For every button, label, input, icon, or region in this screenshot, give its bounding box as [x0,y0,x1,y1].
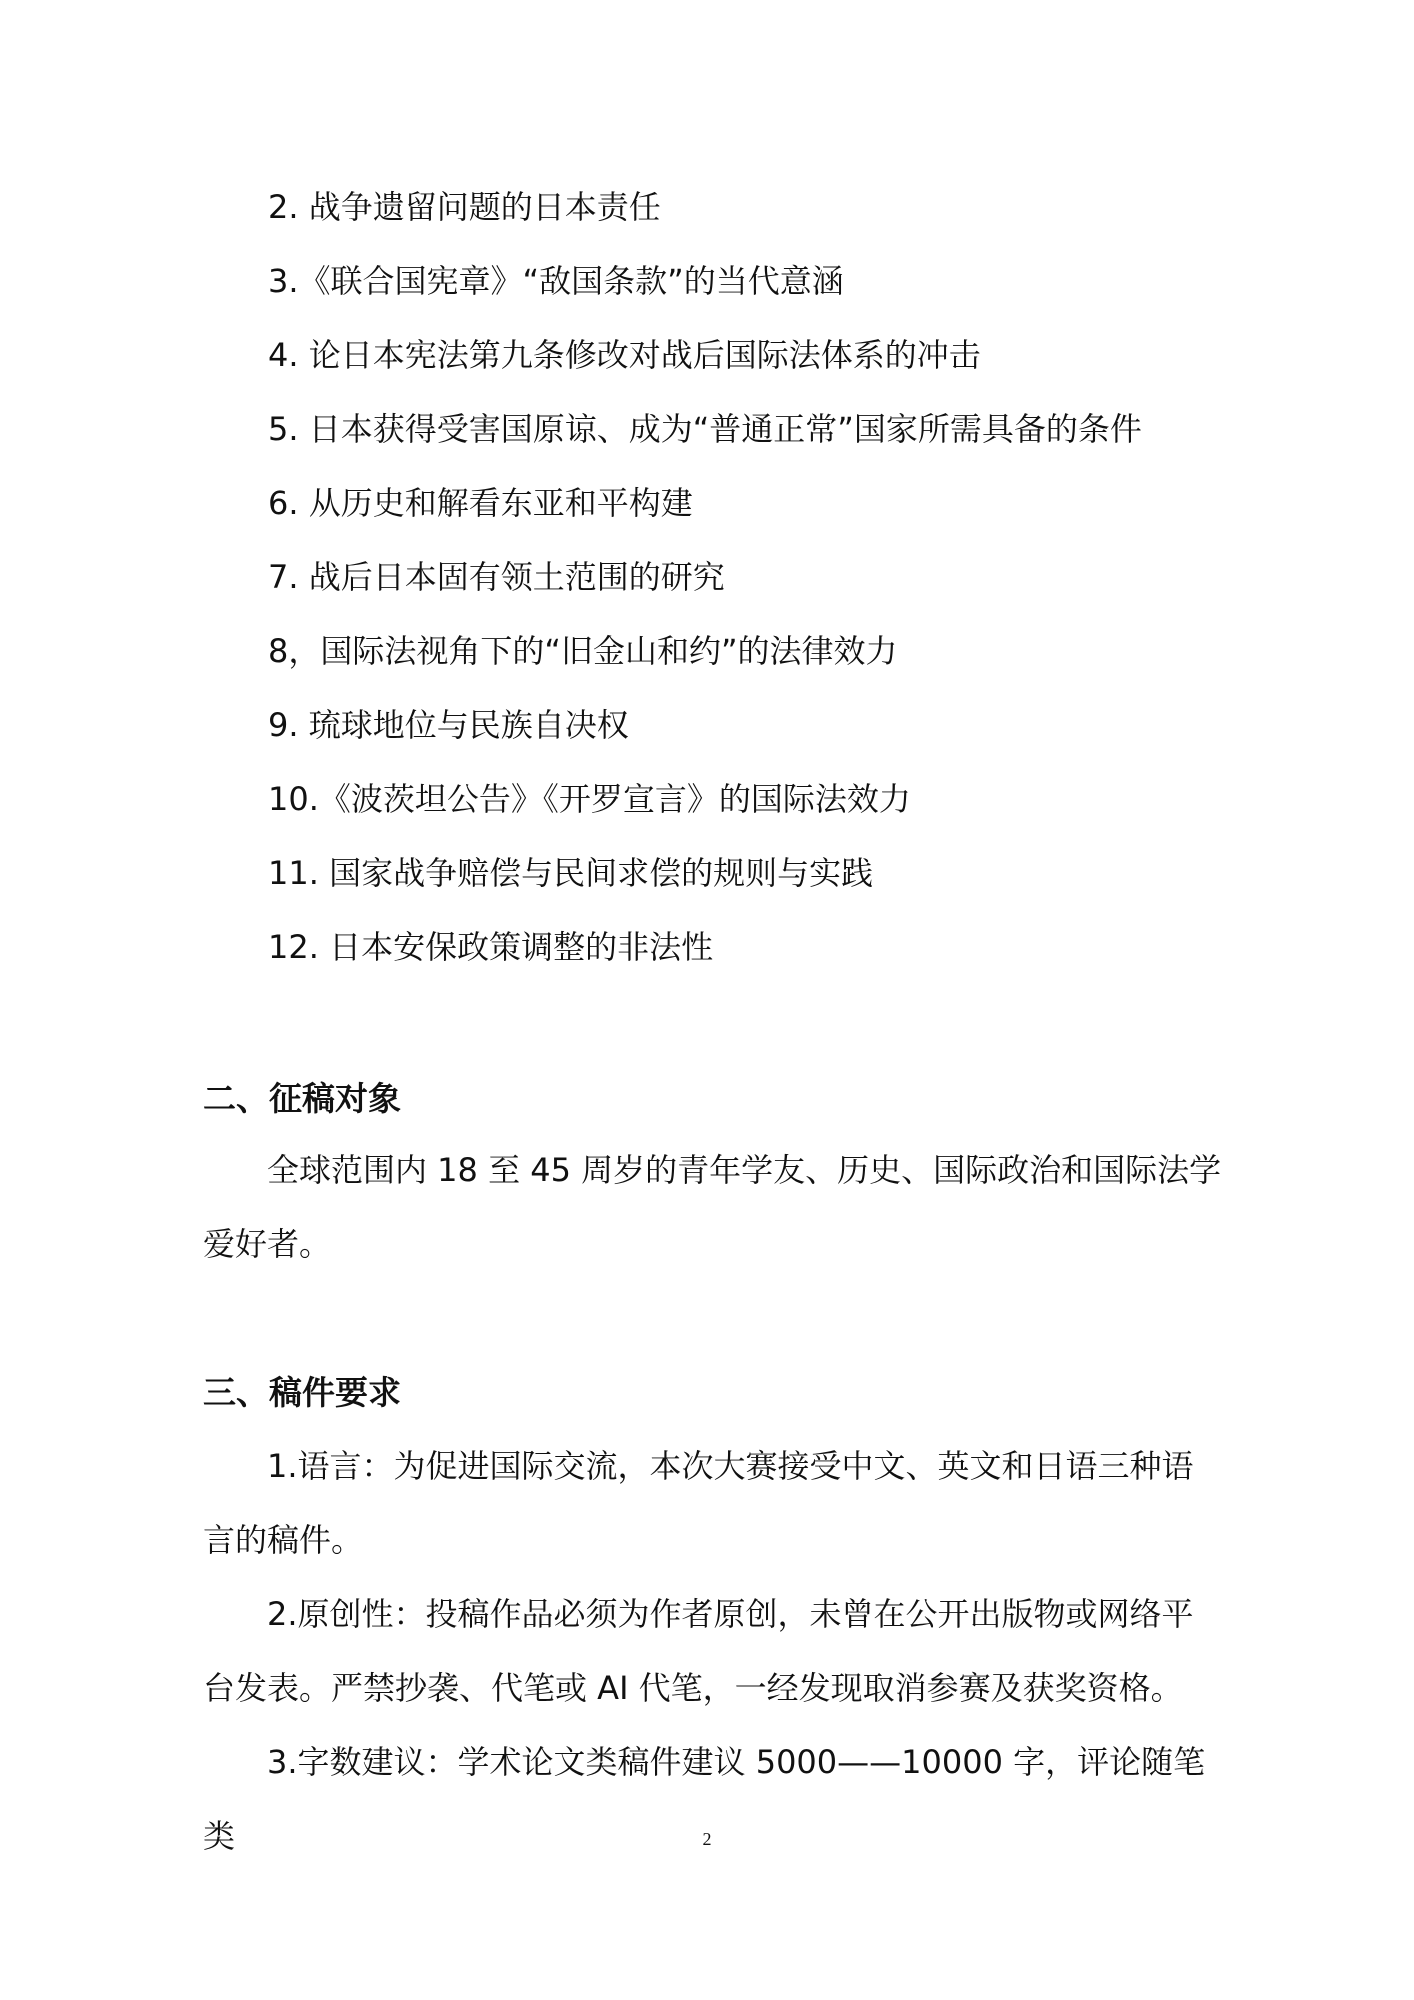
topic-item: 11. 国家战争赔偿与民间求偿的规则与实践 [268,854,874,892]
requirement-word-count: 3.字数建议：学术论文类稿件建议 5000——10000 字，评论随笔类 [203,1743,1206,1855]
topic-item: 10.《波茨坦公告》《开罗宣言》的国际法效力 [268,780,911,818]
topic-item: 7. 战后日本固有领土范围的研究 [268,558,725,596]
submission-target-paragraph: 全球范围内 18 至 45 周岁的青年学友、历史、国际政治和国际法学爱好者。 [203,1151,1222,1263]
topic-item: 5. 日本获得受害国原谅、成为“普通正常”国家所需具备的条件 [268,410,1142,448]
requirement-originality: 2.原创性：投稿作品必须为作者原创，未曾在公开出版物或网络平台发表。严禁抄袭、代笔或 AI 代笔，一经发现取消参赛及获奖资格。 [203,1595,1194,1707]
topic-item: 8，国际法视角下的“旧金山和约”的法律效力 [268,632,898,670]
topic-item: 9. 琉球地位与民族自决权 [268,706,629,744]
topic-item: 2. 战争遗留问题的日本责任 [268,188,661,226]
requirement-language: 1.语言：为促进国际交流，本次大赛接受中文、英文和日语三种语言的稿件。 [203,1447,1194,1559]
section-heading-manuscript-requirements: 三、稿件要求 [203,1373,401,1412]
topic-item: 12. 日本安保政策调整的非法性 [268,928,714,966]
topic-item: 3.《联合国宪章》“敌国条款”的当代意涵 [268,262,844,300]
topic-item: 6. 从历史和解看东亚和平构建 [268,484,693,522]
section-heading-submission-target: 二、征稿对象 [203,1079,401,1118]
topic-item: 4. 论日本宪法第九条修改对战后国际法体系的冲击 [268,336,981,374]
page-number: 2 [702,1829,712,1849]
